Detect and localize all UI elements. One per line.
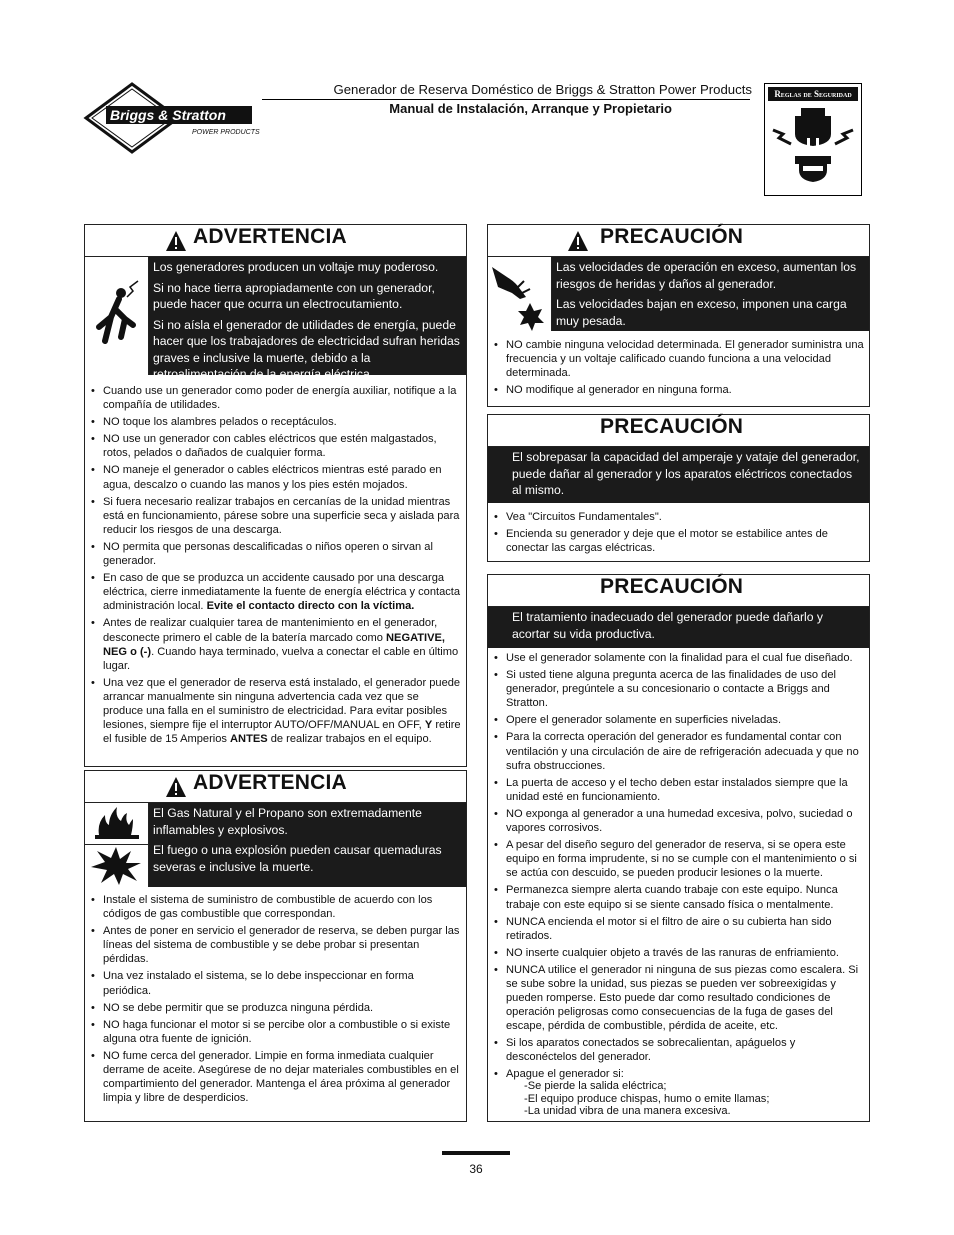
caution-box-overload xyxy=(487,414,870,562)
list-item: • Si los aparatos conectados se sobrecalientan, apáguelos y desconéctelos del generador. xyxy=(492,1036,864,1064)
warning-hazard-band xyxy=(85,257,466,381)
caution-title-bar xyxy=(488,415,869,447)
warning-text: El fuego o una explosión pueden causar quemaduras severas e inclusive la muerte. xyxy=(153,843,442,874)
explosion-icon xyxy=(85,845,149,887)
list-item xyxy=(89,571,461,613)
list-item-text: Apague el generador si: xyxy=(506,1067,624,1080)
caution-text: Las velocidades de operación en exceso, aumentan los riesgos de heridas y daños al generador. xyxy=(556,260,857,291)
warning-title: ADVERTENCIA xyxy=(193,225,347,248)
list-item: • Instale el sistema de suministro de combustible de acuerdo con los códigos de gas combustible que correspondan. xyxy=(89,893,461,921)
list-item: • NO inserte cualquier objeto a través de las ranuras de enfriamiento. xyxy=(492,946,864,960)
list-item: • NO toque los alambres pelados o receptáculos. xyxy=(89,415,461,429)
warning-box-electrical xyxy=(84,224,467,767)
list-item-text: de realizar trabajos en el equipo. xyxy=(267,733,432,746)
list-item: • Una vez instalado el sistema, se lo debe inspeccionar en forma periódica. xyxy=(89,969,461,997)
list-item-text: En caso de que se produzca un accidente causado por una descarga eléctrica, cierre inmediatamente la fuente de energía eléctrica y contacta administración local. xyxy=(103,572,461,613)
list-item-bold: NEGATIVE, NEG o (-) xyxy=(103,631,446,658)
list-item: • Permanezca siempre alerta cuando trabaje con este equipo. Nunca trabaje con este equipo si se siente cansado física o mentalmente. xyxy=(492,883,864,911)
warning-hazard-band xyxy=(85,803,466,887)
list-item-text: Una vez que el generador de reserva está instalado, el generador puede arrancar manualmente sin ninguna advertencia cada vez que se produce una falla en el suministro de electricidad. Para evitar posibles lesiones, siempre fije el interruptor AUTO/OFF/MANUAL en OFF, xyxy=(103,676,461,732)
warning-title-bar xyxy=(85,225,466,257)
caution-text: El sobrepasar la capacidad del amperaje y vataje del generador, puede dañar al generador y los aparatos eléctricos conectados al mismo. xyxy=(488,447,869,503)
warning-box-fuel xyxy=(84,770,467,1122)
list-item: • NO exponga al generador a una humedad excesiva, polvo, suciedad o vapores corrosivos. xyxy=(492,807,864,835)
list-item: • NUNCA encienda el motor si el filtro de aire o su cubierta han sido retirados. xyxy=(492,915,864,943)
electrocution-icon xyxy=(85,257,149,375)
list-item-text: Antes de realizar cualquier tarea de mantenimiento en el generador, desconecte primero el cable de la batería marcado como xyxy=(103,617,438,644)
list-item: • Antes de poner en servicio el generador de reserva, se deben purgar las líneas del sistema de combustible y se debe probar si presentan pérdidas. xyxy=(89,924,461,966)
caution-title: PRECAUCIÓN xyxy=(600,225,744,248)
page-number: 36 xyxy=(469,1162,483,1176)
fire-icon xyxy=(85,803,149,845)
warning-text: Si no hace tierra apropiadamente con un generador, puede hacer que ocurra un electrocutamiento. xyxy=(153,280,435,311)
caution-box-handling xyxy=(487,574,870,1122)
list-item: • Use el generador solamente con la finalidad para el cual fue diseñado. xyxy=(492,651,864,665)
warning-triangle-icon xyxy=(165,230,187,252)
caution-text: Las velocidades bajan en exceso, imponen una carga muy pesada. xyxy=(556,297,847,328)
caution-title: PRECAUCIÓN xyxy=(600,575,744,598)
badge-title: Reglas de Seguridad xyxy=(768,87,858,101)
warning-text: El Gas Natural y el Propano son extremadamente inflamables y explosivos. xyxy=(153,806,422,837)
warning-triangle-icon xyxy=(165,776,187,798)
warning-bullet-list xyxy=(89,893,461,1108)
list-subitem: -El equipo produce chispas, humo o emite llamas; xyxy=(524,1092,770,1105)
list-item: • Para la correcta operación del generador es fundamental contar con ventilación y una circulación de aire de refrigeración adecuada y que no sufra obstrucciones. xyxy=(492,730,864,772)
list-item: • Vea "Circuitos Fundamentales". xyxy=(492,510,864,524)
header-subtitle: Manual de Instalación, Arranque y Propietario xyxy=(389,101,672,116)
list-item: • NO use un generador con cables eléctricos que estén malgastados, rotos, pelados o dañados de cualquier forma. xyxy=(89,432,461,460)
list-item: • NO cambie ninguna velocidad determinada. El generador suministra una frecuencia y un voltaje calificado cuando funciona a una velocidad determinada. xyxy=(492,338,864,380)
caution-title-bar xyxy=(488,575,869,607)
warning-triangle-icon xyxy=(567,230,589,252)
list-item: • NO haga funcionar el motor si se percibe olor a combustible o si existe alguna otra fuente de ignición. xyxy=(89,1018,461,1046)
caution-bullet-list xyxy=(492,651,864,1121)
warning-bullet-list xyxy=(89,384,461,749)
warning-text: Los generadores producen un voltaje muy poderoso. xyxy=(153,260,439,274)
caution-hazard-band xyxy=(488,257,869,331)
logo-sub-text: POWER PRODUCTS xyxy=(192,129,260,136)
list-item: • A pesar del diseño seguro del generador de reserva, si se opera este equipo en forma imprudente, si no se cumple con el mantenimiento o si se actúa con descuido, se pueden producir lesiones o la muerte. xyxy=(492,838,864,880)
list-item: • Opere el generador solamente en superficies niveladas. xyxy=(492,713,864,727)
list-item-text: retire el fusible de 15 Amperios xyxy=(103,719,461,746)
list-item-bold: Y xyxy=(424,719,433,732)
caution-box-speed xyxy=(487,224,870,407)
list-item xyxy=(89,616,461,672)
list-item: • NO maneje el generador o cables eléctricos mientras esté parado en agua, descalzo o cuando las manos y los pies estén mojados. xyxy=(89,463,461,491)
caution-title-bar xyxy=(488,225,869,257)
caution-bullet-list xyxy=(492,338,864,400)
header-title: Generador de Reserva Doméstico de Briggs & Stratton Power Products xyxy=(333,82,752,97)
list-item: • La puerta de acceso y el techo deben estar instalados siempre que la unidad esté en funcionamiento. xyxy=(492,776,864,804)
list-item: • NO fume cerca del generador. Limpie en forma inmediata cualquier derrame de aceite. Asegúrese de no dejar materiales combustibles en el compartimiento del generador. Mantenga el área próxima al generador limpia y libre de desperdicios. xyxy=(89,1049,461,1105)
plug-shock-icon xyxy=(765,104,861,194)
list-item: • NUNCA utilice el generador ni ninguna de sus piezas como escalera. Si se sube sobre la unidad, sus piezas se pueden ver sobreexigidas y pueden romperse. Esto puede dar como resultado condiciones de operación peligrosas como consecuencias de la fuga de gases del escape, pérdida de combustible, pérdida de aceite, etc. xyxy=(492,963,864,1033)
list-subitem: -La unidad vibra de una manera excesiva. xyxy=(524,1105,731,1118)
warning-title: ADVERTENCIA xyxy=(193,771,347,794)
hand-injury-icon xyxy=(488,257,552,331)
list-item: • NO permita que personas descalificadas o niños operen o sirvan al generador. xyxy=(89,540,461,568)
list-item-text: . Cuando haya terminado, vuelva a conectar el cable en último lugar. xyxy=(103,645,459,672)
header-divider xyxy=(262,99,750,100)
list-item: • NO se debe permitir que se produzca ninguna pérdida. xyxy=(89,1001,461,1015)
list-item-bold: Evite el contacto directo con la víctima. xyxy=(206,600,415,613)
warning-title-bar xyxy=(85,771,466,803)
caution-title: PRECAUCIÓN xyxy=(600,415,744,438)
list-item xyxy=(89,676,461,746)
caution-bullet-list xyxy=(492,510,864,558)
list-item: • Encienda su generador y deje que el motor se estabilice antes de conectar las cargas eléctricas. xyxy=(492,527,864,555)
list-item xyxy=(492,1068,864,1118)
warning-text: Si no aísla el generador de utilidades de energía, puede hacer que los trabajadores de electricidad sufran heridas graves e inclusive la muerte, debido a la retroalimentación de la energía eléctrica. xyxy=(153,317,460,381)
briggs-stratton-logo xyxy=(82,82,260,154)
logo-main-text: Briggs & Stratton xyxy=(110,107,226,123)
list-subitem: -Se pierde la salida eléctrica; xyxy=(524,1080,667,1093)
safety-rules-badge xyxy=(764,83,862,196)
caution-text: El tratamiento inadecuado del generador puede dañarlo y acortar su vida productiva. xyxy=(488,607,869,648)
list-item: • Si usted tiene alguna pregunta acerca de las finalidades de uso del generador, pregúntele a su concesionario o contacte a Briggs and Stratton. xyxy=(492,668,864,710)
list-item-bold: ANTES xyxy=(230,733,268,746)
list-item: • Cuando use un generador como poder de energía auxiliar, notifique a la compañía de utilidades. xyxy=(89,384,461,412)
list-item: • NO modifique al generador en ninguna forma. xyxy=(492,383,864,397)
page-number-bar xyxy=(442,1151,510,1155)
list-item: • Si fuera necesario realizar trabajos en cercanías de la unidad mientras está en funcionamiento, párese sobre una superficie seca y aislada para reducir los riesgos de una descarga. xyxy=(89,495,461,537)
